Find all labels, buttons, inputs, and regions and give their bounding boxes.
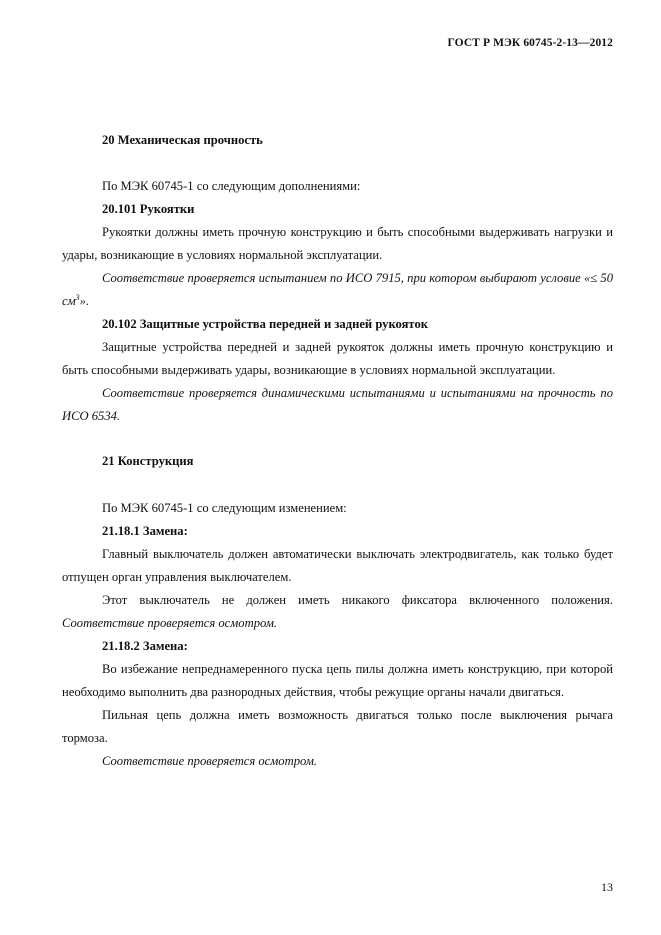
document-header: ГОСТ Р МЭК 60745-2-13—2012 <box>447 37 613 49</box>
subsection-21-18-2-text2: Пильная цепь должна иметь возможность двигаться только после выключения рычага тормоза. <box>62 708 613 745</box>
section-20 <box>62 129 613 152</box>
subsection-21-18-2-text1: Во избежание непреднамеренного пуска цепь пилы должна иметь конструкцию, при которой необходимо выполнить два разнородных действия, чтобы режущие органы начали двигаться. <box>62 662 613 699</box>
subsection-21-18-1-text1: Главный выключатель должен автоматически выключать электродвигатель, как только будет отпущен орган управления выключателем. <box>62 547 613 584</box>
subsection-21-18-1-text2: Этот выключатель не должен иметь никакого фиксатора включенного положения. <box>102 593 613 607</box>
check-text-post: ». <box>79 294 90 308</box>
section-21 <box>62 450 613 473</box>
subsection-21-18-2-title: 21.18.2 Замена: <box>102 639 188 653</box>
subsection-20-101-check <box>62 267 613 313</box>
subsection-20-102-check: Соответствие проверяется динамическими испытаниями и испытаниями на прочность по ИСО 6534. <box>62 386 613 423</box>
subsection-20-101-text: Рукоятки должны иметь прочную конструкцию и быть способными выдерживать нагрузки и удары, возникающие в условиях нормальной эксплуатации. <box>62 225 613 262</box>
section-20-body <box>62 175 613 428</box>
subsection-20-101-title: 20.101 Рукоятки <box>102 202 195 216</box>
section-21-body <box>62 497 613 773</box>
page-number: 13 <box>601 880 613 894</box>
section-20-title: 20 Механическая прочность <box>102 133 263 147</box>
section-21-intro: По МЭК 60745-1 со следующим изменением: <box>102 501 347 515</box>
check-superscript: 3 <box>75 292 80 302</box>
section-20-intro: По МЭК 60745-1 со следующим дополнениями: <box>102 179 361 193</box>
check-text-pre: Соответствие проверяется испытанием по ИСО 7915, при котором выбирают условие «≤ 50 см <box>62 271 613 308</box>
section-21-title: 21 Конструкция <box>102 454 194 468</box>
subsection-21-18-1-title: 21.18.1 Замена: <box>102 524 188 538</box>
subsection-20-102-text: Защитные устройства передней и задней рукояток должны иметь прочную конструкцию и быть способными выдерживать удары, возникающие в условиях нормальной эксплуатации. <box>62 340 613 377</box>
subsection-21-18-1-check: Соответствие проверяется осмотром. <box>62 616 278 630</box>
subsection-21-18-2-check: Соответствие проверяется осмотром. <box>102 754 318 768</box>
subsection-20-102-title: 20.102 Защитные устройства передней и задней рукояток <box>102 317 428 331</box>
